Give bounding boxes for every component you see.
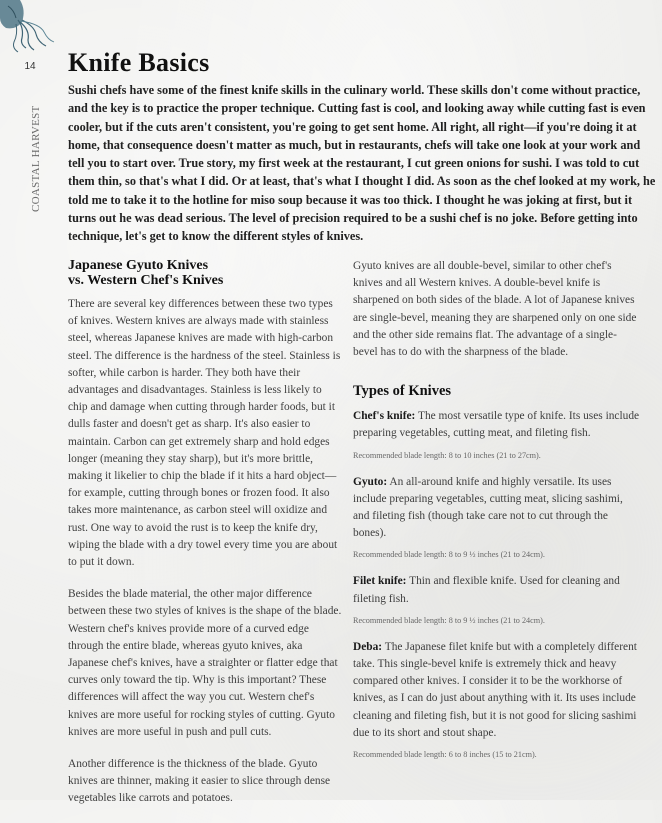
- blade-length: Recommended blade length: 8 to 10 inches (21 to 27cm).: [353, 450, 541, 460]
- knife-entry-deba: [353, 639, 641, 761]
- knife-entry-chefs-knife: [353, 408, 641, 461]
- running-title: COASTAL HARVEST: [30, 105, 42, 212]
- blade-length: Recommended blade length: 8 to 9 ½ inches (21 to 24cm).: [353, 550, 545, 560]
- knife-description: The Japanese filet knife but with a completely different take. This single-bevel knife is extremely thick and heavy compared other knives. I consider it to be the workhorse of knives, as I can do just about anything with it. Its uses include cleaning and fileting fish, but it is not good for slicing sashimi due to its short and stout shape.: [353, 640, 637, 739]
- intro-paragraph: Sushi chefs have some of the finest knife skills in the culinary world. These skills don't come without practice, and the key is to practice the proper technique. Cutting fast is cool, and looking away while cutting fast is even cooler, but if the cuts aren't consistent, you're going to get sent home. All right, all right—if you're doing it at home, that consequence doesn't matter as much, but in restaurants, chefs will take one look at your work and tell you to start over. True story, my first week at the restaurant, I cut green onions for sushi. I was told to cut them thin, so that's what I did. Or at least, that's what I thought I did. As soon as the chef looked at my work, he told me to take it to the hotline for miso soup because it was too thick. I thought he was joking at first, but it turns out he was dead serious. The level of precision required to be a sushi chef is no joke. Before getting into technique, let's get to know the different styles of knives.: [68, 83, 656, 244]
- knife-name: Chef's knife:: [353, 410, 416, 423]
- knife-description: An all-around knife and highly versatile. Its uses include preparing vegetables, cutting meat, slicing sashimi, and fileting fish (though take care not to cut through the bones).: [353, 475, 623, 540]
- page-title: Knife Basics: [68, 48, 210, 77]
- blade-length: Recommended blade length: 8 to 9 ½ inches (21 to 24cm).: [353, 615, 545, 625]
- body-paragraph: Another difference is the thickness of the blade. Gyuto knives are thinner, making it easier to slice through dense vegetables like carrots and potatoes.: [68, 758, 331, 805]
- right-column: [353, 258, 641, 773]
- types-of-knives-heading: Types of Knives: [353, 383, 452, 400]
- knife-name: Deba:: [353, 640, 383, 653]
- section-heading-gyuto-vs-western: [68, 258, 343, 288]
- knife-description: The most versatile type of knife. Its uses include preparing vegetables, cutting meat, and fileting fish.: [353, 410, 640, 440]
- heading-line-1: Japanese Gyuto Knives: [68, 258, 209, 273]
- knife-name: Gyuto:: [353, 475, 388, 488]
- page-number: 14: [24, 61, 36, 72]
- knife-entry-filet-knife: [353, 573, 641, 626]
- squid-illustration-icon: [0, 0, 60, 55]
- knife-name: Filet knife:: [353, 575, 407, 588]
- heading-line-2: vs. Western Chef's Knives: [68, 273, 224, 288]
- knife-description: Thin and flexible knife. Used for cleaning and fileting fish.: [353, 575, 620, 605]
- left-column: [68, 258, 343, 823]
- knife-entry-gyuto: [353, 474, 641, 562]
- body-paragraph: There are several key differences between these two types of knives. Western knives are always made with stainless steel, whereas Japanese knives are made with high-carbon steel. The difference is the hardness of the steel. Stainless is softer, while carbon is harder. They both have their advantages and disadvantages. Stainless is less likely to chip and damage when cutting through harder foods, but it dulls faster and doesn't get as sharp. It's also easier to maintain. Carbon can get extremely sharp and hold edges longer (meaning they stay sharp), but it's more brittle, making it likelier to chip the blade if it hits a hard object—for example, cutting through bones or frozen food. It also takes more maintenance, as carbon steel will oxidize and rust. One way to avoid the rust is to keep the knife dry, wiping the blade with a dry towel every time you are about to put it down.: [68, 298, 341, 569]
- blade-length: Recommended blade length: 6 to 8 inches (15 to 21cm).: [353, 750, 537, 760]
- body-paragraph: Besides the blade material, the other major difference between these two styles of knives is the shape of the blade. Western chef's knives provide more of a curved edge through the entire blade, whereas gyuto knives, aka Japanese chef's knives, have a straighter or flatter edge that curves only toward the tip. Why is this important? These differences will affect the way you cut. Western chef's knives are more useful for rocking styles of cutting. Gyuto knives are more useful in push and pull cuts.: [68, 588, 342, 738]
- bevel-paragraph: Gyuto knives are all double-bevel, similar to other chef's knives and all Western knives. A double-bevel knife is sharpened on both sides of the blade. A lot of Japanese knives are single-bevel, meaning they are sharpened only on one side and the other side remains flat. The advantage of a single-bevel has to do with the sharpness of the blade.: [353, 260, 637, 359]
